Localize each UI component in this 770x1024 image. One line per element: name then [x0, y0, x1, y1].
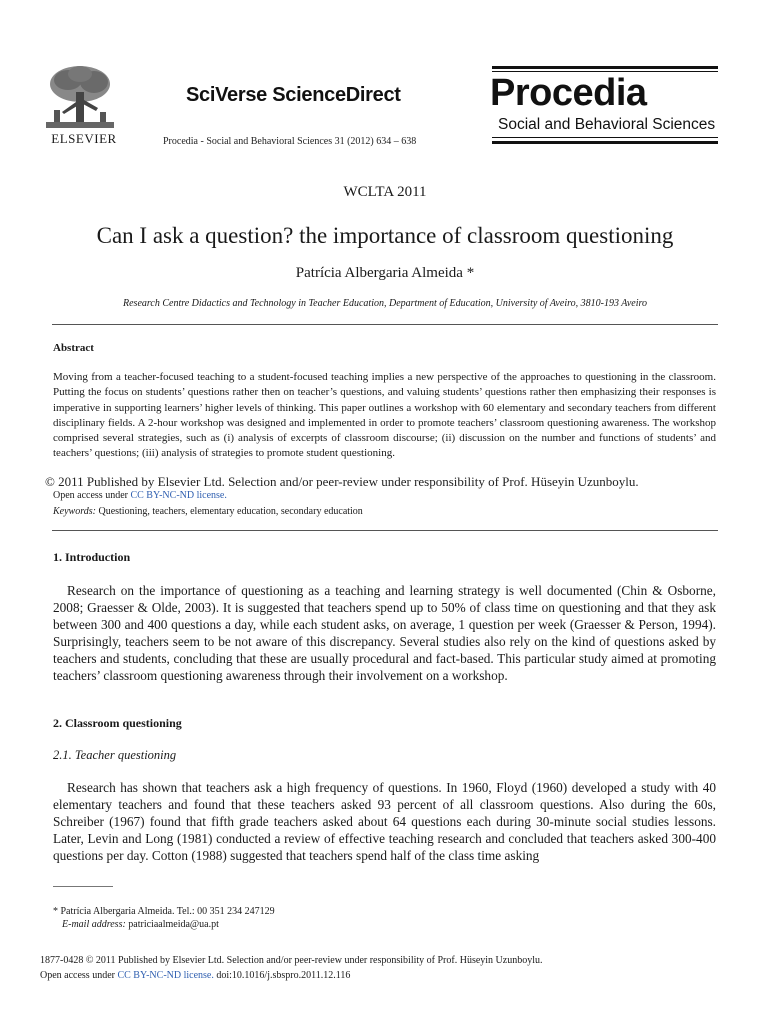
email-address[interactable]: patriciaalmeida@ua.pt [125, 919, 219, 930]
journal-rule [492, 141, 718, 144]
publisher-wordmark: ELSEVIER [51, 131, 117, 146]
paper-title: Can I ask a question? the importance of classroom questioning [96, 223, 674, 248]
divider [52, 530, 718, 531]
author-affiliation: Research Centre Didactics and Technology in Teacher Education, Department of Education, University of Aveiro, 3810-193 Aveiro [123, 298, 647, 309]
open-access-prefix: Open access under [53, 490, 131, 501]
footer-license [40, 970, 350, 981]
platform-logo: SciVerse ScienceDirect [186, 84, 401, 106]
email-label: E-mail address: [62, 919, 126, 930]
elsevier-tree-logo [40, 62, 120, 132]
journal-name: Procedia [490, 72, 647, 114]
open-access-note [53, 490, 227, 501]
paper-author: Patrícia Albergaria Almeida * [295, 265, 475, 281]
divider [52, 324, 718, 325]
introduction-paragraph: Research on the importance of questioning as a teaching and learning strategy is well documented (Chin & Osborne, 2008; Graesser & Olde, 2003). It is suggested that teachers spend up to 50% of class time on questioning and that they ask between 300 and 400 questions a day, while each student asks, on average, 1 question per week (Graesser & Person, 1994). Surprisingly, teachers seem to be not aware of this discrepancy. Several studies also rely on the kind of questions asked by teachers and students, concluding that these are usually procedural and fact-based. This particular study aimed at promoting teachers’ classroom questioning awareness through their involvement on a workshop. [53, 583, 716, 684]
section-heading-introduction: 1. Introduction [53, 550, 131, 564]
teacher-questioning-paragraph: Research has shown that teachers ask a high frequency of questions. In 1960, Floyd (1960) developed a study with 40 elementary teachers and found that these teachers asked 93 percent of all classroom questions. Also during the 60s, Schreiber (1967) found that fifth grade teachers asked about 64 questions each during 30-minute social studies lessons. Later, Levin and Long (1981) conducted a review of effective teaching research and concluded that teachers asked 300-400 questions per day. Cotton (1988) suggested that teachers spend half of the class time asking [53, 780, 716, 864]
conference-name: WCLTA 2011 [343, 184, 427, 200]
keywords-label: Keywords: [53, 506, 96, 517]
journal-subtitle: Social and Behavioral Sciences [498, 116, 716, 133]
keywords-list: Questioning, teachers, elementary education, secondary education [95, 506, 363, 517]
subsection-heading-teacher-questioning: 2.1. Teacher questioning [53, 748, 177, 762]
keywords [53, 506, 363, 517]
journal-rule [492, 137, 718, 138]
footer-doi: doi:10.1016/j.sbspro.2011.12.116 [213, 970, 351, 981]
journal-citation: Procedia - Social and Behavioral Sciences 31 (2012) 634 – 638 [163, 136, 417, 147]
author-contact: * Patrícia Albergaria Almeida. Tel.: 00 351 234 247129 [53, 906, 275, 917]
copyright-notice: © 2011 Published by Elsevier Ltd. Selection and/or peer-review under responsibility of Prof. Hüseyin Uzunboylu. [45, 474, 639, 489]
journal-rule [492, 66, 718, 69]
footer-license-link[interactable]: CC BY-NC-ND license. [117, 970, 214, 981]
footnote-rule [53, 886, 113, 887]
author-email [62, 919, 219, 930]
footer-open-access-prefix: Open access under [40, 970, 118, 981]
section-heading-classroom-questioning: 2. Classroom questioning [53, 716, 182, 730]
license-link[interactable]: CC BY-NC-ND license. [130, 490, 227, 501]
abstract-text: Moving from a teacher-focused teaching to a student-focused teaching implies a new perspective of the approaches to questioning in the classroom. Putting the focus on students’ questions rather then on teacher’s questions, and valuing students’ questions rather then emphasizing their responses is imperative in supporting learners’ higher levels of thinking. This paper outlines a workshop with 60 elementary and secondary teachers from different disciplinary fields. A 2-hour workshop was designed and implemented in order to promote teachers’ classroom questioning awareness. The workshop comprised several strategies, such as (i) analysis of excerpts of classroom discourse; (ii) discussion on the number and functions of students’ and teachers’ questions; (iii) analysis of strategies to promote student questioning. [53, 371, 716, 460]
abstract-heading: Abstract [53, 342, 94, 354]
footer-copyright: 1877-0428 © 2011 Published by Elsevier Ltd. Selection and/or peer-review under responsibility of Prof. Hüseyin Uzunboylu. [40, 955, 543, 966]
